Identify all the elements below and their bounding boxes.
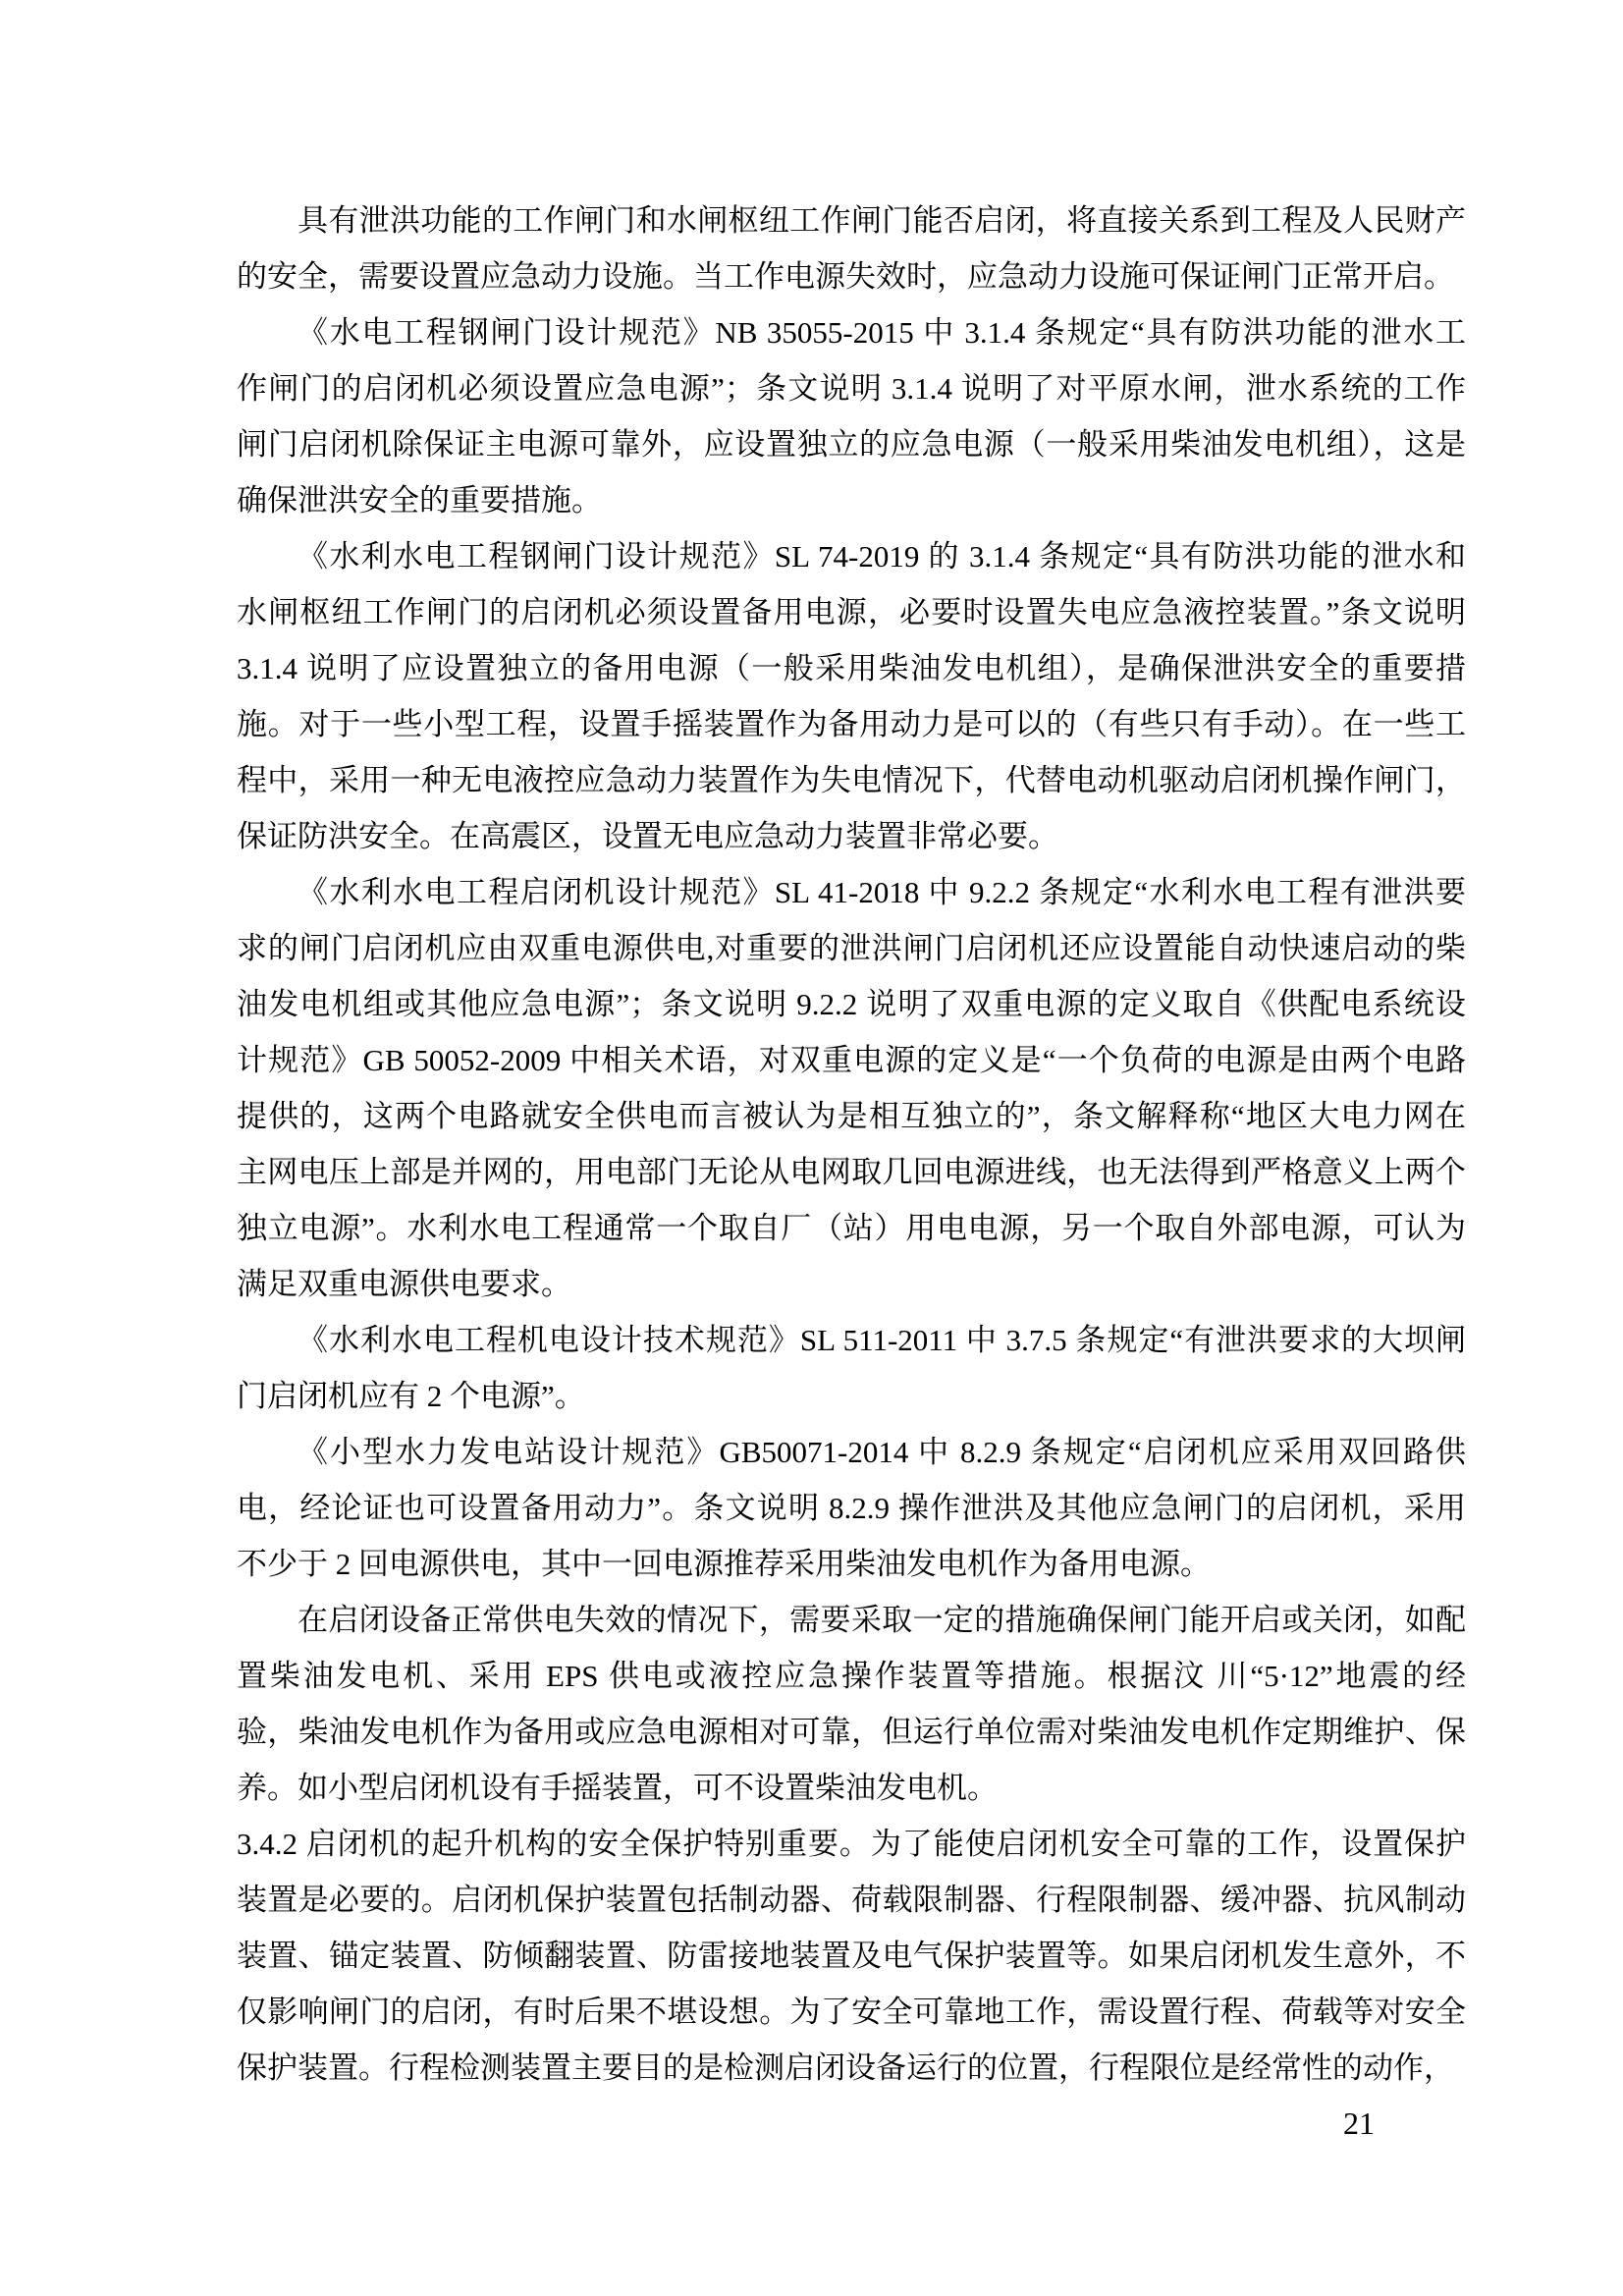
paragraph	[237, 1312, 1466, 1424]
text-line: 3.4.2 启闭机的起升机构的安全保护特别重要。为了能使启闭机安全可靠的工作，设置保护	[237, 1827, 1466, 1861]
paragraph	[237, 304, 1466, 528]
text-line: 主网电压上部是并网的，用电部门无论从电网取几回电源进线，也无法得到严格意义上两个	[237, 1155, 1466, 1189]
text-line: 计规范》GB 50052-2009 中相关术语，对双重电源的定义是“一个负荷的电源是由两个电路	[237, 1043, 1466, 1077]
text-line: 水闸枢纽工作闸门的启闭机必须设置备用电源，必要时设置失电应急液控装置。”条文说明	[237, 595, 1466, 629]
text-line: 保护装置。行程检测装置主要目的是检测启闭设备运行的位置，行程限位是经常性的动作，	[237, 2050, 1454, 2085]
paragraph	[237, 1816, 1466, 2096]
text-line: 求的闸门启闭机应由双重电源供电,对重要的泄洪闸门启闭机还应设置能自动快速启动的柴	[237, 931, 1466, 965]
text-line: 装置是必要的。启闭机保护装置包括制动器、荷载限制器、行程限制器、缓冲器、抗风制动	[237, 1883, 1466, 1917]
text-line: 提供的，这两个电路就安全供电而言被认为是相互独立的”，条文解释称“地区大电力网在	[237, 1099, 1466, 1133]
text-line: 程中，采用一种无电液控应急动力装置作为失电情况下，代替电动机驱动启闭机操作闸门，	[237, 763, 1466, 797]
paragraph	[237, 528, 1466, 864]
text-line: 的安全，需要设置应急动力设施。当工作电源失效时，应急动力设施可保证闸门正常开启。	[237, 259, 1454, 294]
page-number: 21	[1343, 2105, 1375, 2141]
text-line: 满足双重电源供电要求。	[237, 1267, 571, 1301]
paragraph	[237, 864, 1466, 1312]
text-line: 闸门启闭机除保证主电源可靠外，应设置独立的应急电源（一般采用柴油发电机组），这是	[237, 427, 1466, 462]
text-line: 电，经论证也可设置备用动力”。条文说明 8.2.9 操作泄洪及其他应急闸门的启闭机，采用	[237, 1491, 1466, 1525]
text-line: 具有泄洪功能的工作闸门和水闸枢纽工作闸门能否启闭，将直接关系到工程及人民财产	[298, 203, 1466, 238]
text-line: 置柴油发电机、采用 EPS 供电或液控应急操作装置等措施。根据汶 川“5·12”地震的经	[237, 1659, 1466, 1693]
text-line: 《水利水电工程机电设计技术规范》SL 511-2011 中 3.7.5 条规定“有泄洪要求的大坝闸	[298, 1323, 1466, 1357]
text-content	[237, 192, 1466, 2096]
text-line: 油发电机组或其他应急电源”；条文说明 9.2.2 说明了双重电源的定义取自《供配电系统设	[237, 987, 1466, 1021]
text-line: 确保泄洪安全的重要措施。	[237, 483, 602, 518]
text-line: 验，柴油发电机作为备用或应急电源相对可靠，但运行单位需对柴油发电机作定期维护、保	[237, 1715, 1466, 1749]
text-line: 独立电源”。水利水电工程通常一个取自厂（站）用电电源，另一个取自外部电源，可认为	[237, 1211, 1466, 1245]
text-line: 《小型水力发电站设计规范》GB50071-2014 中 8.2.9 条规定“启闭机应采用双回路供	[298, 1435, 1466, 1469]
text-line: 施。对于一些小型工程，设置手摇装置作为备用动力是可以的（有些只有手动）。在一些工	[237, 707, 1466, 741]
text-line: 《水利水电工程钢闸门设计规范》SL 74-2019 的 3.1.4 条规定“具有防洪功能的泄水和	[298, 539, 1466, 574]
text-line: 3.1.4 说明了应设置独立的备用电源（一般采用柴油发电机组），是确保泄洪安全的重要措	[237, 651, 1466, 685]
text-line: 作闸门的启闭机必须设置应急电源”；条文说明 3.1.4 说明了对平原水闸，泄水系统的工作	[237, 371, 1466, 406]
text-line: 《水利水电工程启闭机设计规范》SL 41-2018 中 9.2.2 条规定“水利水电工程有泄洪要	[298, 875, 1466, 909]
paragraph	[237, 1424, 1466, 1592]
text-line: 保证防洪安全。在高震区，设置无电应急动力装置非常必要。	[237, 819, 1058, 853]
text-line: 装置、锚定装置、防倾翻装置、防雷接地装置及电气保护装置等。如果启闭机发生意外，不	[237, 1939, 1466, 1973]
paragraph	[237, 192, 1466, 304]
text-line: 门启闭机应有 2 个电源”。	[237, 1379, 585, 1413]
paragraph	[237, 1592, 1466, 1816]
text-line: 不少于 2 回电源供电，其中一回电源推荐采用柴油发电机作为备用电源。	[237, 1547, 1211, 1581]
text-line: 仅影响闸门的启闭，有时后果不堪设想。为了安全可靠地工作，需设置行程、荷载等对安全	[237, 1995, 1466, 2029]
text-line: 养。如小型启闭机设有手摇装置，可不设置柴油发电机。	[237, 1771, 998, 1805]
text-line: 《水电工程钢闸门设计规范》NB 35055-2015 中 3.1.4 条规定“具有防洪功能的泄水工	[298, 315, 1466, 350]
text-line: 在启闭设备正常供电失效的情况下，需要采取一定的措施确保闸门能开启或关闭，如配	[298, 1603, 1466, 1637]
